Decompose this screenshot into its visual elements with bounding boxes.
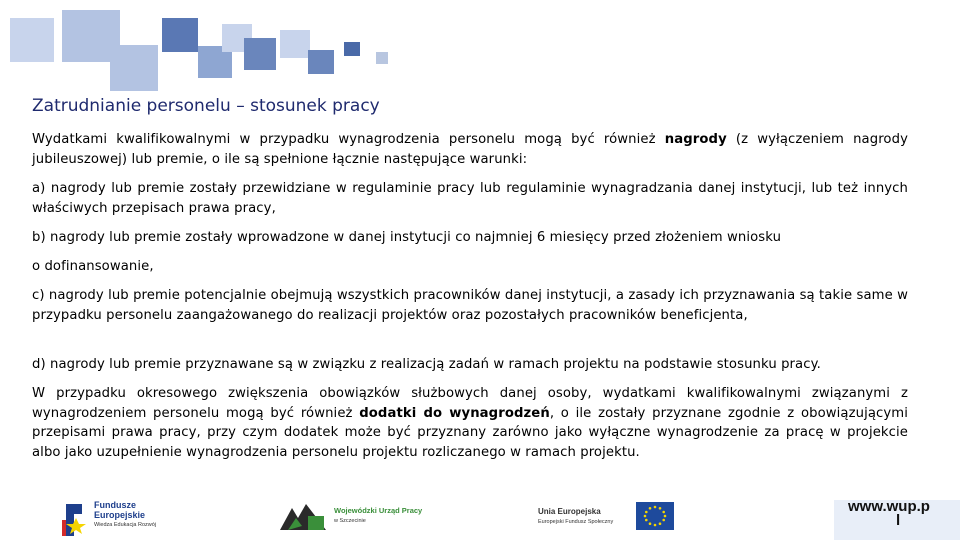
point-b-continuation: o dofinansowanie, bbox=[32, 259, 154, 274]
slide-title: Zatrudnianie personelu – stosunek pracy bbox=[32, 96, 380, 116]
wup-emblem-icon bbox=[278, 500, 328, 536]
point-a: a) nagrody lub premie zostały przewidziane w regulaminie pracy lub regulaminie wynagradzania danej instytucji, lub też innych właściwych przepisach prawa pracy, bbox=[32, 181, 908, 216]
fe-star-icon bbox=[60, 498, 92, 538]
ue-line2: Europejski Fundusz Społeczny bbox=[538, 519, 614, 525]
fundusze-europejskie-logo bbox=[60, 494, 180, 538]
wup-line2: w Szczecinie bbox=[334, 518, 366, 524]
closing-paragraph: W przypadku okresowego zwiększenia obowiązków służbowych danej osoby, wydatkami kwalifikowalnymi związanymi z wynagrodzeniem personelu mogą być również dodatki do wynagrodzeń, o ile zostały przyznane zgodnie z obowiązującymi przepisami prawa pracy, przy czym dodatek może być przyznany zarówno jako wyłączne wynagrodzenie za pracę w projekcie albo jako uzupełnienie wynagrodzenia personelu projektu rozliczanego w ramach projektu. bbox=[32, 386, 908, 460]
website-url[interactable] bbox=[848, 498, 930, 527]
unia-europejska-logo bbox=[538, 494, 678, 538]
point-d: d) nagrody lub premie przyznawane są w związku z realizacją zadań w ramach projektu na podstawie stosunku pracy. bbox=[32, 357, 821, 372]
point-c: c) nagrody lub premie potencjalnie obejmują wszystkich pracowników danej instytucji, a zasady ich przyznawania są takie same w przypadku personelu zaangażowanego do realizacji projektów oraz pozostałych pracowników beneficjenta, bbox=[32, 288, 908, 323]
intro-paragraph: Wydatkami kwalifikowalnymi w przypadku wynagrodzenia personelu mogą być również nagrody (z wyłączeniem nagrody jubileuszowej) lub premie, o ile są spełnione łącznie następujące warunki: bbox=[32, 132, 908, 167]
fe-line1: Fundusze bbox=[94, 500, 136, 510]
url-line2: l bbox=[896, 512, 901, 529]
url-line1: www.wup.p bbox=[848, 498, 930, 515]
fe-line2: Europejskie bbox=[94, 510, 146, 520]
eu-flag-icon bbox=[636, 502, 674, 530]
wup-logo bbox=[278, 494, 438, 538]
fe-line3: Wiedza Edukacja Rozwój bbox=[94, 522, 157, 528]
point-b: b) nagrody lub premie zostały wprowadzone w danej instytucji co najmniej 6 miesięcy przed złożeniem wniosku bbox=[32, 230, 782, 245]
wup-line1: Wojewódzki Urząd Pracy bbox=[334, 506, 423, 515]
ue-line1: Unia Europejska bbox=[538, 507, 601, 516]
